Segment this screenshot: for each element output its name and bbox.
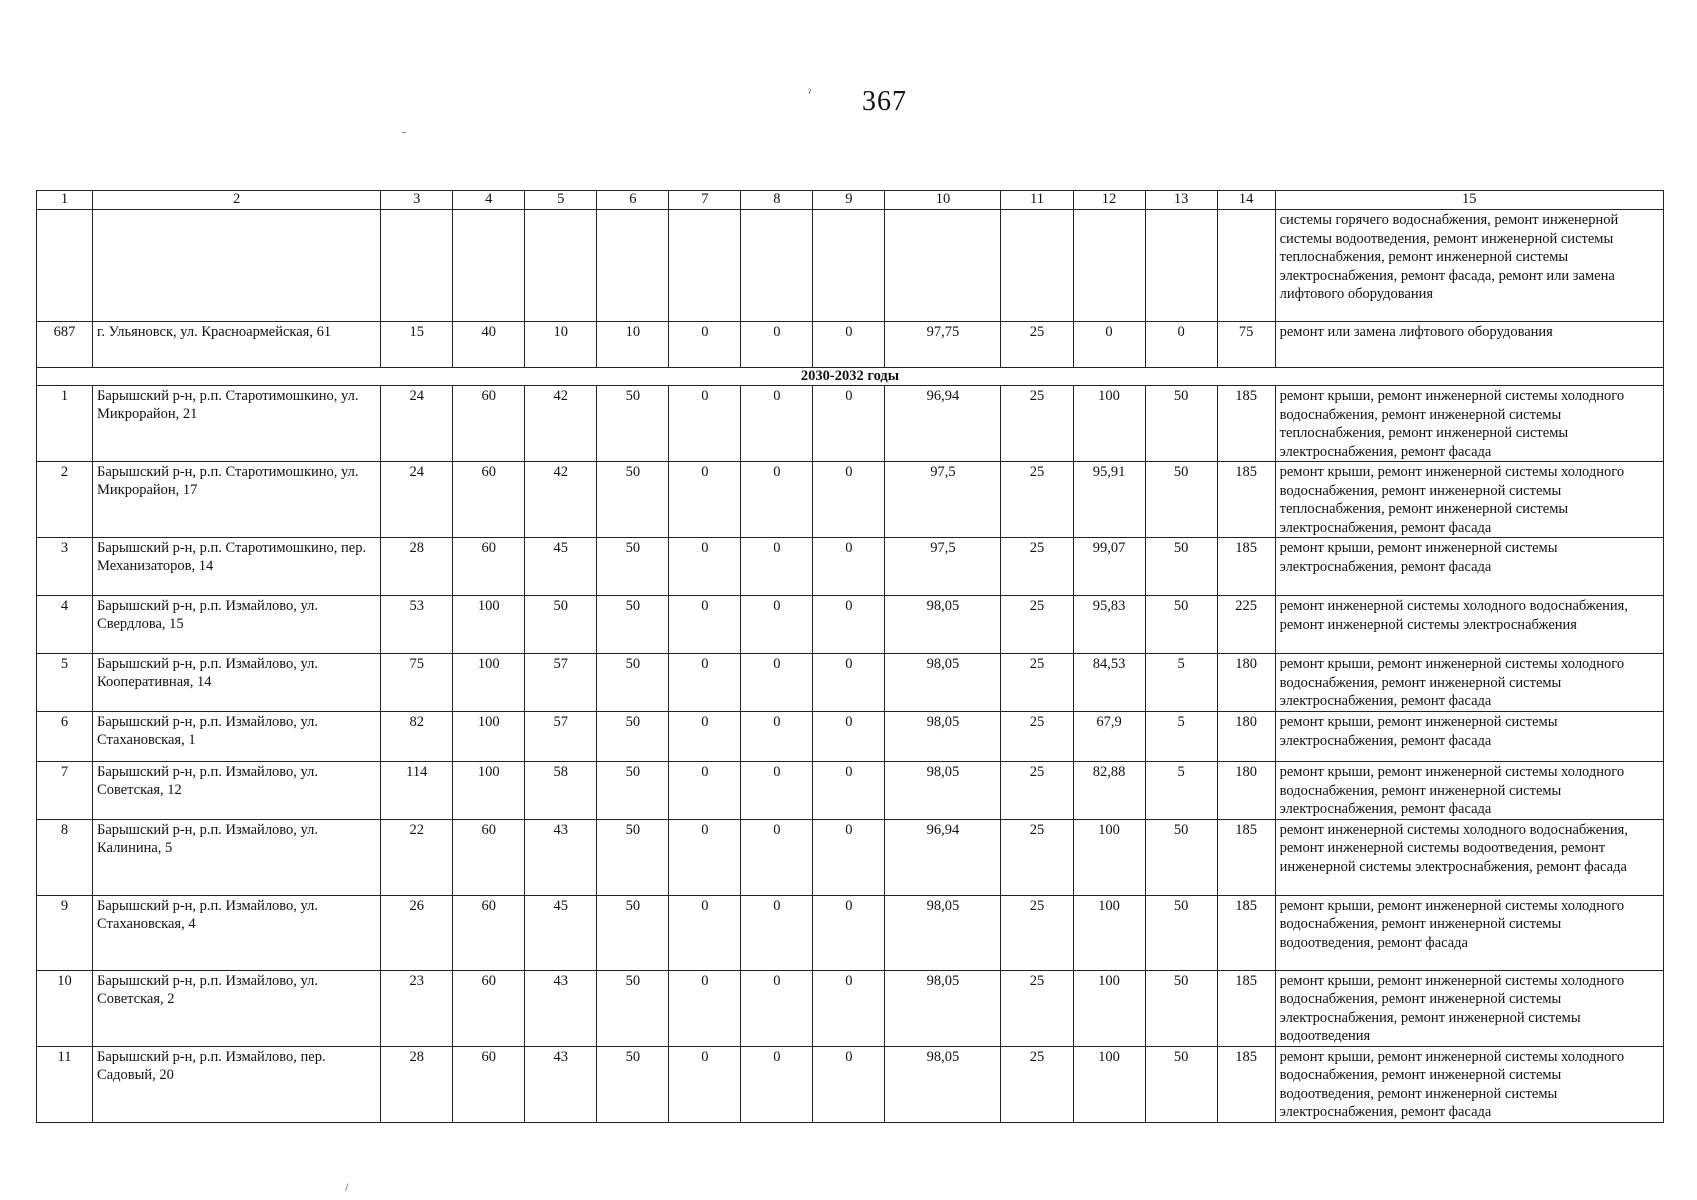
value-cell: 180 — [1217, 654, 1275, 712]
value-cell: 0 — [741, 322, 813, 368]
work-description: ремонт крыши, ремонт инженерной системы холодного водоснабжения, ремонт инженерной системы электроснабжения, ремонт фасада — [1275, 762, 1663, 820]
value-cell: 185 — [1217, 1046, 1275, 1122]
work-description: ремонт крыши, ремонт инженерной системы холодного водоснабжения, ремонт инженерной системы водоотведения, ремонт фасада — [1275, 895, 1663, 970]
value-cell: 25 — [1001, 895, 1073, 970]
value-cell: 0 — [669, 386, 741, 462]
value-cell: 98,05 — [885, 762, 1001, 820]
column-header-12: 12 — [1073, 191, 1145, 210]
value-cell: 50 — [1145, 819, 1217, 895]
value-cell: 50 — [597, 1046, 669, 1122]
value-cell: 25 — [1001, 712, 1073, 762]
column-header-9: 9 — [813, 191, 885, 210]
address-cell: Барышский р-н, р.п. Измайлово, пер. Садовый, 20 — [93, 1046, 381, 1122]
value-cell: 97,5 — [885, 538, 1001, 596]
address-cell: г. Ульяновск, ул. Красноармейская, 61 — [93, 322, 381, 368]
value-cell: 50 — [1145, 895, 1217, 970]
value-cell: 50 — [597, 462, 669, 538]
work-description: ремонт крыши, ремонт инженерной системы холодного водоснабжения, ремонт инженерной системы электроснабжения, ремонт инженерной системы водоотведения — [1275, 970, 1663, 1046]
value-cell: 5 — [1145, 654, 1217, 712]
value-cell: 15 — [381, 322, 453, 368]
value-cell: 96,94 — [885, 819, 1001, 895]
value-cell: 97,75 — [885, 322, 1001, 368]
column-header-10: 10 — [885, 191, 1001, 210]
table-row — [37, 322, 1664, 368]
value-cell: 114 — [381, 762, 453, 820]
value-cell: 25 — [1001, 538, 1073, 596]
value-cell: 185 — [1217, 538, 1275, 596]
row-number: 3 — [37, 538, 93, 596]
value-cell: 50 — [597, 712, 669, 762]
value-cell: 50 — [597, 538, 669, 596]
value-cell: 50 — [597, 596, 669, 654]
value-cell: 0 — [669, 712, 741, 762]
scan-speck: / — [345, 1180, 349, 1194]
value-cell: 24 — [381, 386, 453, 462]
column-header-8: 8 — [741, 191, 813, 210]
value-cell: 60 — [453, 819, 525, 895]
value-cell: 0 — [1145, 322, 1217, 368]
value-cell: 43 — [525, 970, 597, 1046]
value-cell: 82 — [381, 712, 453, 762]
value-cell: 99,07 — [1073, 538, 1145, 596]
work-description: ремонт крыши, ремонт инженерной системы холодного водоснабжения, ремонт инженерной системы электроснабжения, ремонт фасада — [1275, 654, 1663, 712]
value-cell: 100 — [453, 654, 525, 712]
table-row — [37, 819, 1664, 895]
row-number: 8 — [37, 819, 93, 895]
value-cell: 0 — [813, 386, 885, 462]
value-cell: 95,83 — [1073, 596, 1145, 654]
table-row — [37, 538, 1664, 596]
value-cell: 0 — [669, 596, 741, 654]
value-cell: 0 — [669, 1046, 741, 1122]
value-cell: 23 — [381, 970, 453, 1046]
row-number: 9 — [37, 895, 93, 970]
value-cell: 60 — [453, 386, 525, 462]
value-cell: 100 — [1073, 386, 1145, 462]
value-cell: 0 — [741, 596, 813, 654]
value-cell: 25 — [1001, 970, 1073, 1046]
value-cell: 100 — [1073, 819, 1145, 895]
value-cell: 0 — [741, 1046, 813, 1122]
value-cell: 0 — [813, 596, 885, 654]
value-cell: 0 — [813, 1046, 885, 1122]
address-cell: Барышский р-н, р.п. Измайлово, ул. Кооперативная, 14 — [93, 654, 381, 712]
repair-schedule-table — [36, 190, 1664, 1123]
address-cell: Барышский р-н, р.п. Измайлово, ул. Советская, 12 — [93, 762, 381, 820]
value-cell: 0 — [741, 712, 813, 762]
column-header-5: 5 — [525, 191, 597, 210]
value-cell: 0 — [1073, 322, 1145, 368]
value-cell: 0 — [669, 819, 741, 895]
row-number: 11 — [37, 1046, 93, 1122]
row-number: 10 — [37, 970, 93, 1046]
value-cell: 180 — [1217, 762, 1275, 820]
work-description: ремонт крыши, ремонт инженерной системы электроснабжения, ремонт фасада — [1275, 712, 1663, 762]
value-cell: 225 — [1217, 596, 1275, 654]
continuation-row — [37, 210, 1664, 322]
page-number: 367 — [862, 86, 907, 117]
column-header-13: 13 — [1145, 191, 1217, 210]
column-header-11: 11 — [1001, 191, 1073, 210]
value-cell: 100 — [453, 596, 525, 654]
value-cell: 60 — [453, 970, 525, 1046]
value-cell: 84,53 — [1073, 654, 1145, 712]
value-cell: 0 — [741, 762, 813, 820]
table-row — [37, 712, 1664, 762]
row-number: 7 — [37, 762, 93, 820]
value-cell: 25 — [1001, 819, 1073, 895]
value-cell: 5 — [1145, 712, 1217, 762]
value-cell: 0 — [813, 654, 885, 712]
value-cell: 95,91 — [1073, 462, 1145, 538]
value-cell: 0 — [741, 462, 813, 538]
table-row — [37, 970, 1664, 1046]
value-cell: 97,5 — [885, 462, 1001, 538]
value-cell: 180 — [1217, 712, 1275, 762]
value-cell: 26 — [381, 895, 453, 970]
value-cell: 43 — [525, 1046, 597, 1122]
value-cell: 25 — [1001, 654, 1073, 712]
table-row — [37, 654, 1664, 712]
work-description: ремонт инженерной системы холодного водоснабжения, ремонт инженерной системы водоотведения, ремонт инженерной системы электроснабжения, ремонт фасада — [1275, 819, 1663, 895]
value-cell: 100 — [1073, 970, 1145, 1046]
value-cell: 0 — [813, 538, 885, 596]
value-cell: 50 — [597, 654, 669, 712]
table-row — [37, 762, 1664, 820]
value-cell: 25 — [1001, 462, 1073, 538]
value-cell: 45 — [525, 538, 597, 596]
value-cell: 0 — [813, 762, 885, 820]
value-cell: 25 — [1001, 322, 1073, 368]
value-cell: 96,94 — [885, 386, 1001, 462]
address-cell: Барышский р-н, р.п. Измайлово, ул. Калинина, 5 — [93, 819, 381, 895]
row-number: 5 — [37, 654, 93, 712]
value-cell: 45 — [525, 895, 597, 970]
value-cell: 60 — [453, 538, 525, 596]
value-cell: 50 — [597, 895, 669, 970]
work-description: ремонт крыши, ремонт инженерной системы холодного водоснабжения, ремонт инженерной системы водоотведения, ремонт инженерной системы электроснабжения, ремонт фасада — [1275, 1046, 1663, 1122]
scan-speck: ˀ — [808, 86, 811, 100]
value-cell: 185 — [1217, 819, 1275, 895]
period-row — [37, 368, 1664, 386]
address-cell: Барышский р-н, р.п. Измайлово, ул. Советская, 2 — [93, 970, 381, 1046]
column-number-header — [37, 191, 1664, 210]
scan-speck: ˉ — [402, 128, 406, 142]
value-cell: 42 — [525, 462, 597, 538]
value-cell: 98,05 — [885, 712, 1001, 762]
value-cell: 25 — [1001, 386, 1073, 462]
value-cell: 50 — [597, 819, 669, 895]
value-cell: 0 — [669, 654, 741, 712]
column-header-14: 14 — [1217, 191, 1275, 210]
value-cell: 185 — [1217, 895, 1275, 970]
work-description: ремонт крыши, ремонт инженерной системы холодного водоснабжения, ремонт инженерной системы теплоснабжения, ремонт инженерной системы электроснабжения, ремонт фасада — [1275, 462, 1663, 538]
column-header-15: 15 — [1275, 191, 1663, 210]
column-header-4: 4 — [453, 191, 525, 210]
value-cell: 53 — [381, 596, 453, 654]
row-number: 2 — [37, 462, 93, 538]
value-cell: 60 — [453, 895, 525, 970]
value-cell: 98,05 — [885, 895, 1001, 970]
value-cell: 42 — [525, 386, 597, 462]
value-cell: 25 — [1001, 596, 1073, 654]
value-cell: 0 — [741, 970, 813, 1046]
value-cell: 98,05 — [885, 654, 1001, 712]
work-description: ремонт или замена лифтового оборудования — [1275, 322, 1663, 368]
value-cell: 50 — [1145, 1046, 1217, 1122]
value-cell: 50 — [1145, 970, 1217, 1046]
row-number: 4 — [37, 596, 93, 654]
column-header-7: 7 — [669, 191, 741, 210]
value-cell: 0 — [813, 895, 885, 970]
column-header-2: 2 — [93, 191, 381, 210]
value-cell: 60 — [453, 462, 525, 538]
column-header-6: 6 — [597, 191, 669, 210]
value-cell: 50 — [597, 762, 669, 820]
value-cell: 43 — [525, 819, 597, 895]
value-cell: 25 — [1001, 1046, 1073, 1122]
address-cell: Барышский р-н, р.п. Старотимошкино, ул. Микрорайон, 17 — [93, 462, 381, 538]
value-cell: 50 — [1145, 538, 1217, 596]
work-description: системы горячего водоснабжения, ремонт инженерной системы водоотведения, ремонт инженерной системы теплоснабжения, ремонт инженерной системы электроснабжения, ремонт фасада, ремонт или замена лифтового оборудования — [1275, 210, 1663, 322]
value-cell: 0 — [741, 386, 813, 462]
value-cell: 100 — [1073, 895, 1145, 970]
value-cell: 0 — [741, 895, 813, 970]
value-cell: 0 — [813, 819, 885, 895]
value-cell: 0 — [741, 538, 813, 596]
value-cell: 50 — [525, 596, 597, 654]
value-cell: 40 — [453, 322, 525, 368]
value-cell: 28 — [381, 538, 453, 596]
address-cell: Барышский р-н, р.п. Измайлово, ул. Стахановская, 4 — [93, 895, 381, 970]
value-cell: 98,05 — [885, 970, 1001, 1046]
table-row — [37, 895, 1664, 970]
value-cell: 50 — [1145, 386, 1217, 462]
value-cell: 0 — [669, 762, 741, 820]
table-row — [37, 596, 1664, 654]
value-cell: 50 — [1145, 596, 1217, 654]
row-number: 687 — [37, 322, 93, 368]
value-cell: 98,05 — [885, 1046, 1001, 1122]
table-row — [37, 386, 1664, 462]
value-cell: 67,9 — [1073, 712, 1145, 762]
address-cell: Барышский р-н, р.п. Старотимошкино, пер. Механизаторов, 14 — [93, 538, 381, 596]
value-cell: 60 — [453, 1046, 525, 1122]
address-cell: Барышский р-н, р.п. Измайлово, ул. Свердлова, 15 — [93, 596, 381, 654]
work-description: ремонт крыши, ремонт инженерной системы электроснабжения, ремонт фасада — [1275, 538, 1663, 596]
value-cell: 5 — [1145, 762, 1217, 820]
table-row — [37, 1046, 1664, 1122]
value-cell: 0 — [813, 712, 885, 762]
period-label: 2030-2032 годы — [37, 368, 1664, 386]
value-cell: 0 — [669, 970, 741, 1046]
value-cell: 0 — [813, 970, 885, 1046]
value-cell: 0 — [813, 462, 885, 538]
value-cell: 100 — [453, 762, 525, 820]
address-cell: Барышский р-н, р.п. Старотимошкино, ул. Микрорайон, 21 — [93, 386, 381, 462]
value-cell: 0 — [669, 322, 741, 368]
table-row — [37, 462, 1664, 538]
value-cell: 50 — [1145, 462, 1217, 538]
value-cell: 98,05 — [885, 596, 1001, 654]
value-cell: 50 — [597, 970, 669, 1046]
value-cell: 57 — [525, 654, 597, 712]
value-cell: 57 — [525, 712, 597, 762]
value-cell: 75 — [1217, 322, 1275, 368]
column-header-3: 3 — [381, 191, 453, 210]
value-cell: 100 — [453, 712, 525, 762]
value-cell: 0 — [669, 462, 741, 538]
value-cell: 185 — [1217, 970, 1275, 1046]
value-cell: 0 — [741, 819, 813, 895]
value-cell: 58 — [525, 762, 597, 820]
value-cell: 28 — [381, 1046, 453, 1122]
value-cell: 185 — [1217, 462, 1275, 538]
value-cell: 0 — [741, 654, 813, 712]
value-cell: 50 — [597, 386, 669, 462]
work-description: ремонт инженерной системы холодного водоснабжения, ремонт инженерной системы электроснабжения — [1275, 596, 1663, 654]
value-cell: 25 — [1001, 762, 1073, 820]
value-cell: 0 — [813, 322, 885, 368]
row-number: 6 — [37, 712, 93, 762]
value-cell: 24 — [381, 462, 453, 538]
value-cell: 22 — [381, 819, 453, 895]
value-cell: 100 — [1073, 1046, 1145, 1122]
value-cell: 10 — [525, 322, 597, 368]
value-cell: 75 — [381, 654, 453, 712]
value-cell: 185 — [1217, 386, 1275, 462]
address-cell: Барышский р-н, р.п. Измайлово, ул. Стахановская, 1 — [93, 712, 381, 762]
work-description: ремонт крыши, ремонт инженерной системы холодного водоснабжения, ремонт инженерной системы теплоснабжения, ремонт инженерной системы электроснабжения, ремонт фасада — [1275, 386, 1663, 462]
value-cell: 0 — [669, 538, 741, 596]
row-number: 1 — [37, 386, 93, 462]
value-cell: 0 — [669, 895, 741, 970]
value-cell: 82,88 — [1073, 762, 1145, 820]
column-header-1: 1 — [37, 191, 93, 210]
value-cell: 10 — [597, 322, 669, 368]
